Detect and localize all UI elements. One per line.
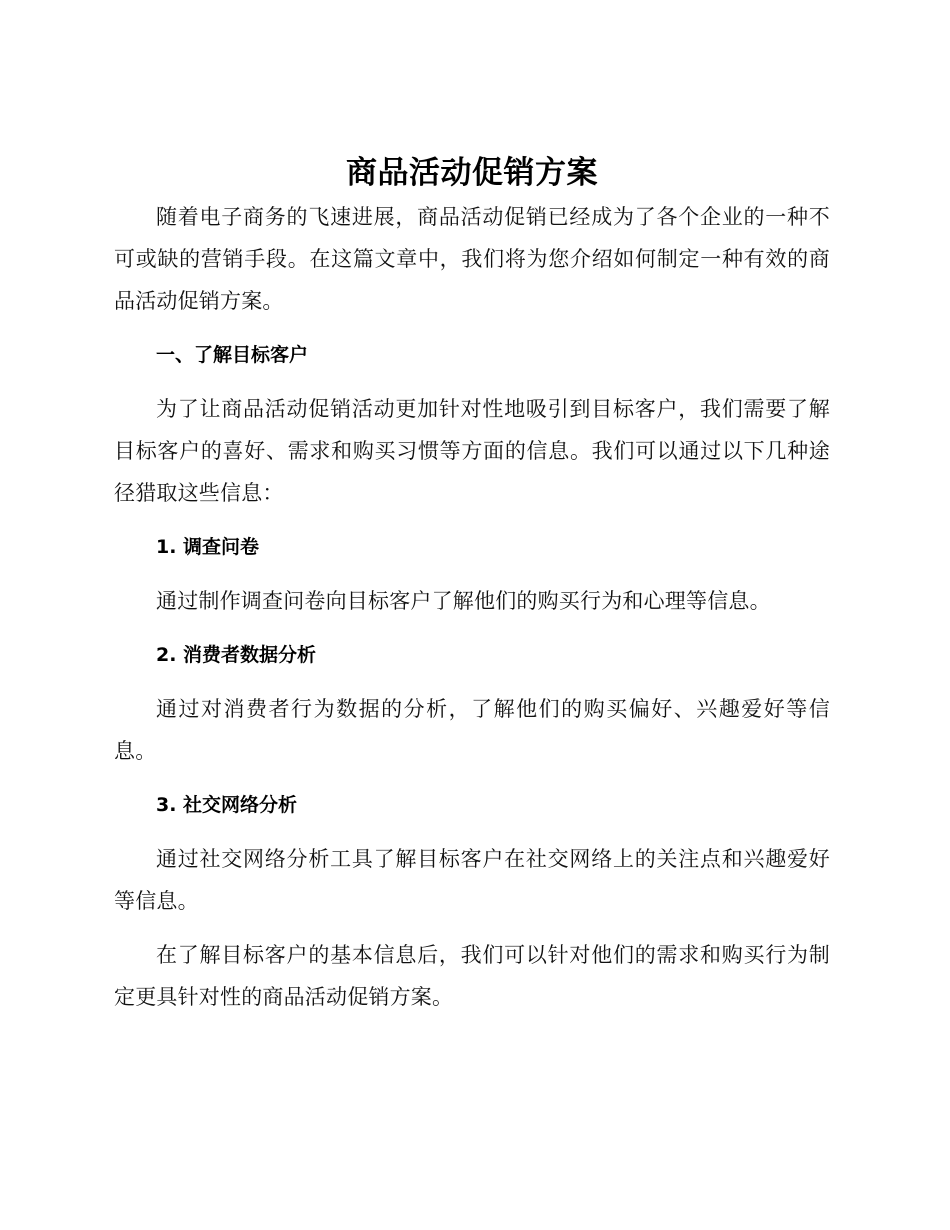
intro-paragraph: 随着电子商务的飞速进展，商品活动促销已经成为了各个企业的一种不可或缺的营销手段。在这篇文章中，我们将为您介绍如何制定一种有效的商品活动促销方案。 (114, 205, 830, 313)
subsection-heading: 1. 调查问卷 (156, 536, 260, 558)
spacer (114, 568, 830, 580)
subsection-paragraph: 通过对消费者行为数据的分析，了解他们的购买偏好、兴趣爱好等信息。 (114, 697, 830, 763)
conclusion-paragraph: 在了解目标客户的基本信息后，我们可以针对他们的需求和购买行为制定更具针对性的商品活动促销方案。 (114, 943, 830, 1009)
document-title: 商品活动促销方案 (346, 155, 598, 191)
spacer (114, 622, 830, 634)
document-page (114, 150, 830, 1018)
spacer (114, 922, 830, 934)
subsection-heading: 2. 消费者数据分析 (156, 644, 317, 666)
subsection-heading: 3. 社交网络分析 (156, 794, 298, 816)
section-heading: 一、了解目标客户 (156, 344, 309, 366)
spacer (114, 772, 830, 784)
subsection-paragraph: 通过制作调查问卷向目标客户了解他们的购买行为和心理等信息。 (156, 589, 771, 613)
spacer (114, 826, 830, 838)
spacer (114, 676, 830, 688)
spacer (114, 322, 830, 334)
spacer (114, 514, 830, 526)
section-paragraph: 为了让商品活动促销活动更加针对性地吸引到目标客户，我们需要了解目标客户的喜好、需求和购买习惯等方面的信息。我们可以通过以下几种途径猎取这些信息： (114, 397, 830, 505)
spacer (114, 376, 830, 388)
subsection-paragraph: 通过社交网络分析工具了解目标客户在社交网络上的关注点和兴趣爱好等信息。 (114, 847, 830, 913)
